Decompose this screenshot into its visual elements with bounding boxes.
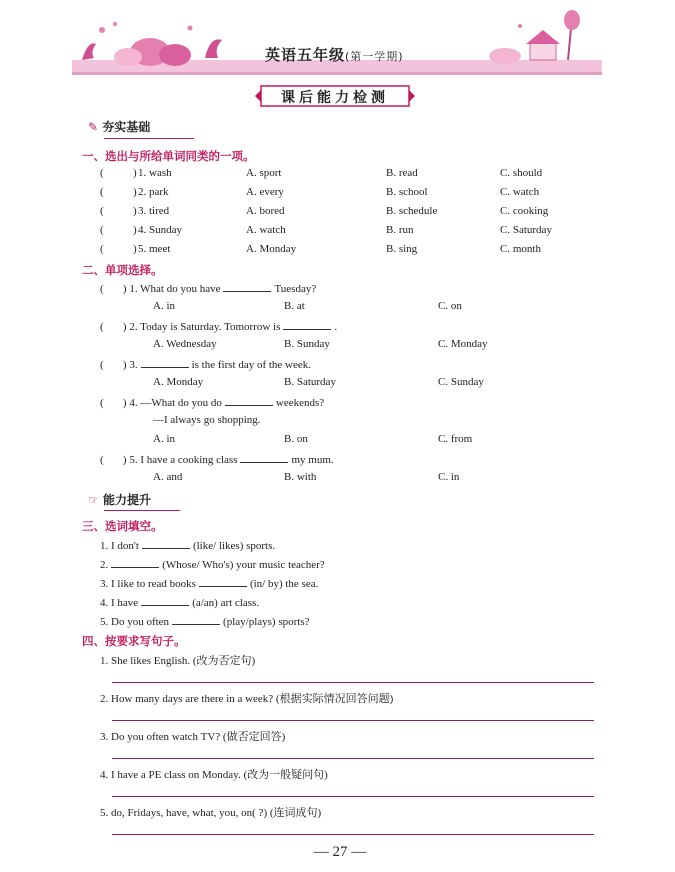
- option-a: A. sport: [246, 167, 282, 179]
- question-text: 4. —What do you do: [129, 397, 222, 409]
- divider: [104, 510, 180, 511]
- question-word: 2. park: [138, 186, 169, 198]
- blank-line[interactable]: [199, 576, 247, 587]
- question-text: 1. What do you have: [129, 283, 221, 295]
- answer-line[interactable]: [112, 720, 594, 721]
- option-a: A. in: [153, 433, 175, 445]
- sentence-end: (like/ likes) sports.: [192, 540, 276, 552]
- list-item: 5. do, Fridays, have, what, you, on( ?) (连词成句): [100, 807, 322, 819]
- book-title: [265, 44, 404, 65]
- option-a: A. Monday: [246, 243, 297, 255]
- hand-icon: ☞: [88, 493, 99, 507]
- option-c: C. Saturday: [500, 224, 552, 236]
- option-c: C. watch: [500, 186, 540, 198]
- option-b: B. Sunday: [284, 338, 330, 350]
- list-item: 4. I have a PE class on Monday. (改为一般疑问句): [100, 769, 328, 781]
- list-item: [100, 357, 311, 371]
- option-c: C. on: [438, 300, 462, 312]
- blank-line[interactable]: [111, 557, 159, 568]
- section-a-title: 夯实基础: [102, 120, 151, 134]
- part4-heading: 四、按要求写句子。: [82, 634, 186, 648]
- option-a: A. Wednesday: [153, 338, 217, 350]
- list-item: [100, 557, 325, 571]
- section-a-label: [88, 118, 150, 135]
- book-title-sub: (第一学期): [345, 50, 404, 63]
- answer-paren-close: ): [133, 167, 137, 179]
- blank-line[interactable]: [240, 452, 288, 463]
- answer-paren-open[interactable]: (: [100, 224, 104, 236]
- divider: [104, 138, 194, 139]
- answer-paren[interactable]: ( ): [100, 454, 127, 466]
- option-c: C. Monday: [438, 338, 488, 350]
- list-item: [100, 595, 259, 609]
- section-banner: [255, 84, 415, 108]
- list-item: [100, 452, 334, 466]
- question-text-end: my mum.: [291, 454, 334, 466]
- section-b-label: [88, 491, 151, 508]
- answer-paren[interactable]: ( ): [100, 283, 127, 295]
- blank-line[interactable]: [141, 595, 189, 606]
- sentence-end: (play/plays) sports?: [223, 616, 310, 628]
- list-item: [100, 538, 275, 552]
- sentence-start: 5. Do you often: [100, 616, 170, 628]
- answer-paren[interactable]: ( ): [100, 321, 127, 333]
- question-text: 3.: [129, 359, 138, 371]
- option-b: B. with: [284, 471, 317, 483]
- option-c: C. in: [438, 471, 460, 483]
- question-text: 2. Today is Saturday. Tomorrow is: [129, 321, 281, 333]
- list-item: 1. She likes English. (改为否定句): [100, 655, 256, 667]
- option-c: C. Sunday: [438, 376, 484, 388]
- blank-line[interactable]: [172, 614, 220, 625]
- blank-line[interactable]: [283, 319, 331, 330]
- answer-paren-open[interactable]: (: [100, 167, 104, 179]
- option-b: B. sing: [386, 243, 418, 255]
- page-header: [0, 0, 675, 78]
- option-b: B. read: [386, 167, 418, 179]
- option-b: B. schedule: [386, 205, 438, 217]
- blank-line[interactable]: [223, 281, 271, 292]
- question-word: 5. meet: [138, 243, 171, 255]
- option-b: B. on: [284, 433, 308, 445]
- option-b: B. run: [386, 224, 414, 236]
- part1-heading: 一、选出与所给单词同类的一项。: [82, 149, 255, 163]
- answer-paren-close: ): [133, 186, 137, 198]
- sentence-start: 3. I like to read books: [100, 578, 196, 590]
- question-word: 1. wash: [138, 167, 172, 179]
- sentence-start: 2.: [100, 559, 109, 571]
- sentence-end: (a/an) art class.: [192, 597, 260, 609]
- dialog-reply: —I always go shopping.: [153, 414, 261, 426]
- option-a: A. every: [246, 186, 284, 198]
- blank-line[interactable]: [141, 357, 189, 368]
- question-text: 5. I have a cooking class: [129, 454, 238, 466]
- sentence-start: 1. I don't: [100, 540, 139, 552]
- option-c: C. cooking: [500, 205, 549, 217]
- list-item: [100, 281, 316, 295]
- list-item: 3. Do you often watch TV? (做否定回答): [100, 731, 286, 743]
- option-c: C. should: [500, 167, 543, 179]
- header-decoration: [0, 0, 675, 78]
- list-item: [100, 395, 324, 409]
- option-b: B. at: [284, 300, 305, 312]
- option-a: A. bored: [246, 205, 285, 217]
- part2-heading: 二、单项选择。: [82, 263, 163, 277]
- answer-paren[interactable]: ( ): [100, 397, 127, 409]
- answer-line[interactable]: [112, 758, 594, 759]
- book-title-main: 英语五年级: [265, 46, 346, 64]
- answer-line[interactable]: [112, 834, 594, 835]
- question-text-end: weekends?: [275, 397, 325, 409]
- section-b-title: 能力提升: [102, 493, 151, 507]
- option-c: C. month: [500, 243, 541, 255]
- answer-paren-close: ): [133, 205, 137, 217]
- list-item: [100, 319, 337, 333]
- banner-title: 课后能力检测: [281, 90, 389, 106]
- part3-heading: 三、选词填空。: [82, 519, 163, 533]
- answer-line[interactable]: [112, 682, 594, 683]
- list-item: 2. How many days are there in a week? (根据实际情况回答问题): [100, 693, 394, 705]
- question-word: 4. Sunday: [138, 224, 182, 236]
- sentence-end: (Whose/ Who's) your music teacher?: [162, 559, 325, 571]
- question-text-end: is the first day of the week.: [191, 359, 312, 371]
- list-item: [100, 614, 310, 628]
- question-word: 3. tired: [138, 205, 170, 217]
- option-b: B. school: [386, 186, 428, 198]
- option-a: A. and: [153, 471, 183, 483]
- blank-line[interactable]: [225, 395, 273, 406]
- option-a: A. watch: [246, 224, 286, 236]
- sentence-end: (in/ by) the sea.: [249, 578, 319, 590]
- option-c: C. from: [438, 433, 473, 445]
- sentence-start: 4. I have: [100, 597, 139, 609]
- option-b: B. Saturday: [284, 376, 336, 388]
- page-number: — 27 —: [313, 844, 367, 860]
- answer-paren[interactable]: ( ): [100, 359, 127, 371]
- option-a: A. in: [153, 300, 175, 312]
- question-text-end: .: [334, 321, 338, 333]
- answer-paren-open[interactable]: (: [100, 243, 104, 255]
- answer-paren-close: ): [133, 224, 137, 236]
- option-a: A. Monday: [153, 376, 204, 388]
- answer-line[interactable]: [112, 796, 594, 797]
- answer-paren-open[interactable]: (: [100, 186, 104, 198]
- question-text-end: Tuesday?: [274, 283, 317, 295]
- answer-paren-close: ): [133, 243, 137, 255]
- list-item: [100, 576, 318, 590]
- pencil-icon: ✎: [88, 120, 99, 134]
- blank-line[interactable]: [142, 538, 190, 549]
- answer-paren-open[interactable]: (: [100, 205, 104, 217]
